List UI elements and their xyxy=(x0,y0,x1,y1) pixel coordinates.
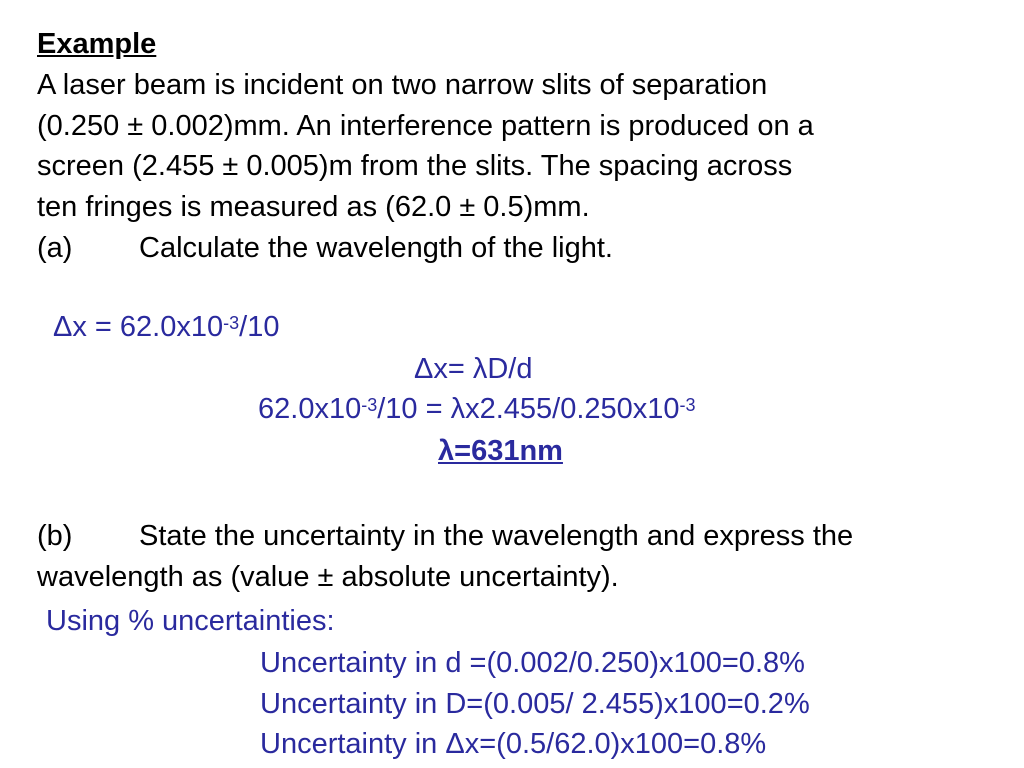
problem-line-2: (0.250 ± 0.002)mm. An interference pattern is produced on a xyxy=(37,110,814,142)
part-b-text-continued: wavelength as (value ± absolute uncertainty). xyxy=(37,561,619,593)
wavelength-result: λ=631nm xyxy=(438,435,563,467)
solution-a-line-3-pre: 62.0x10 xyxy=(258,393,362,425)
solution-a-line-3 xyxy=(258,389,696,429)
part-b-text: State the uncertainty in the wavelength and express the xyxy=(139,520,854,552)
part-b-label: (b) xyxy=(37,520,73,552)
part-a xyxy=(37,228,613,268)
solution-a-line-1-post: /10 xyxy=(239,311,280,343)
uncertainty-D: Uncertainty in D=(0.005/ 2.455)x100=0.2% xyxy=(260,688,810,720)
uncertainty-d: Uncertainty in d =(0.002/0.250)x100=0.8% xyxy=(260,647,805,679)
solution-b-intro: Using % uncertainties: xyxy=(46,605,335,637)
problem-line-1: A laser beam is incident on two narrow slits of separation xyxy=(37,69,768,101)
solution-a-line-3-sup2: -3 xyxy=(679,395,696,415)
problem-line-3: screen (2.455 ± 0.005)m from the slits. The spacing across xyxy=(37,150,793,182)
part-a-label: (a) xyxy=(37,232,73,264)
solution-a-line-1 xyxy=(53,307,279,347)
uncertainty-delta-x: Uncertainty in Δx=(0.5/62.0)x100=0.8% xyxy=(260,728,767,760)
solution-a-line-1-sup: -3 xyxy=(223,313,240,333)
example-heading: Example xyxy=(37,28,157,60)
solution-a-line-1-pre: Δx = 62.0x10 xyxy=(53,311,224,343)
problem-line-4: ten fringes is measured as (62.0 ± 0.5)mm. xyxy=(37,191,590,223)
part-b xyxy=(37,516,853,556)
solution-a-line-3-sup1: -3 xyxy=(361,395,378,415)
solution-a-line-3-mid: /10 = λx2.455/0.250x10 xyxy=(377,393,680,425)
solution-a-line-2: Δx= λD/d xyxy=(414,353,533,385)
part-a-text: Calculate the wavelength of the light. xyxy=(139,232,613,264)
